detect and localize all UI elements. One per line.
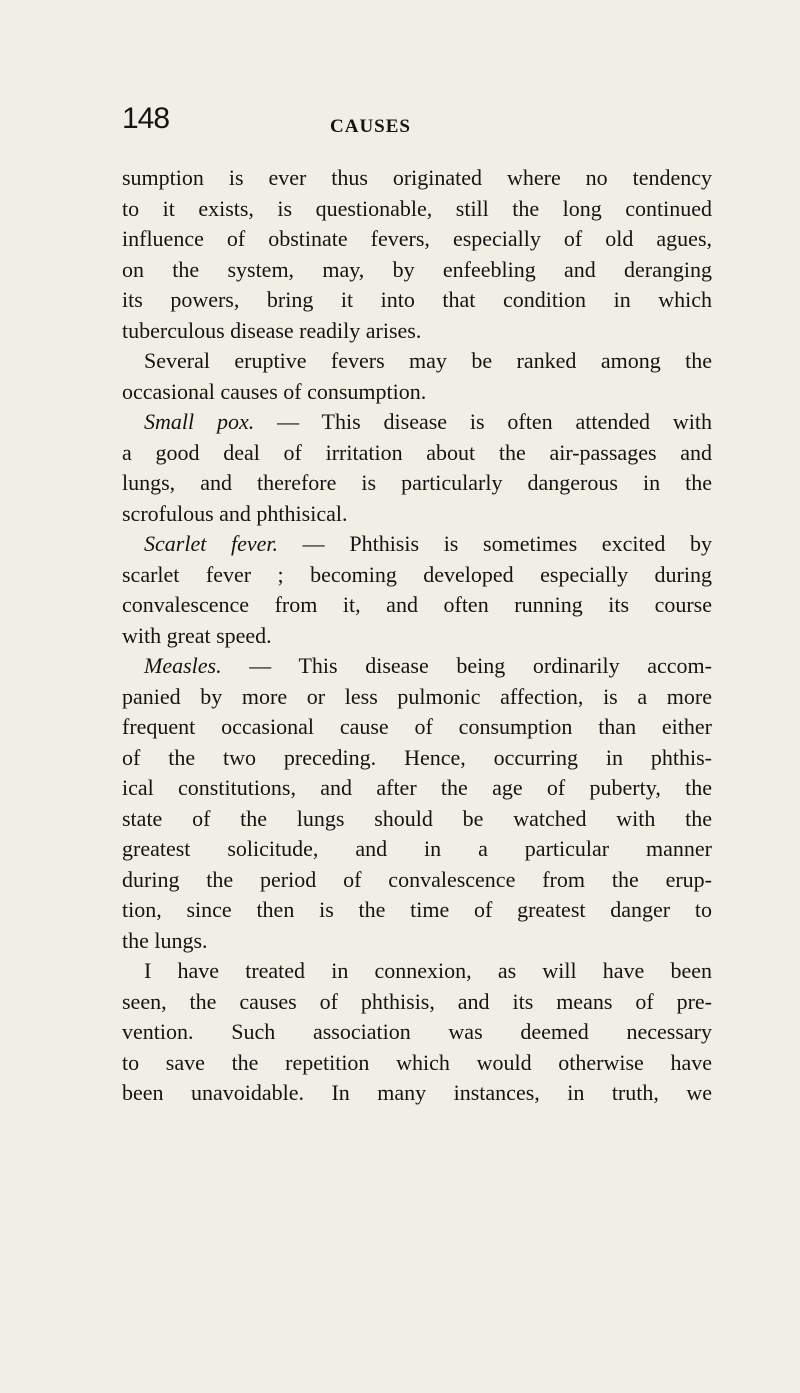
text-line bbox=[122, 926, 712, 957]
section-heading: Small pox. bbox=[144, 409, 255, 434]
text-line bbox=[122, 163, 712, 194]
text-line bbox=[122, 682, 712, 713]
line-text: I have treated in connexion, as will have been bbox=[144, 958, 712, 983]
line-text: state of the lungs should be watched with the bbox=[122, 805, 712, 831]
line-text: convalescence from it, and often running its course bbox=[122, 592, 712, 617]
line-text: to save the repetition which would otherwise have bbox=[122, 1049, 712, 1075]
text-line bbox=[122, 468, 712, 499]
line-text: vention. Such association was deemed necessary bbox=[122, 1019, 712, 1044]
text-line bbox=[122, 438, 712, 469]
line-text: frequent occasional cause of consumption than either bbox=[122, 714, 712, 739]
text-line bbox=[122, 377, 712, 408]
text-line bbox=[122, 621, 712, 652]
text-line bbox=[122, 407, 712, 438]
section-heading: Measles. bbox=[144, 653, 222, 678]
line-text: on the system, may, by enfeebling and deranging bbox=[122, 256, 712, 282]
line-text: Several eruptive fevers may be ranked among the bbox=[144, 348, 712, 373]
line-text: ical constitutions, and after the age of puberty, the bbox=[122, 775, 712, 800]
text-line bbox=[122, 1078, 712, 1109]
line-text: tuberculous disease readily arises. bbox=[122, 317, 422, 343]
section-heading: Scarlet fever. bbox=[144, 531, 279, 556]
line-text: to it exists, is questionable, still the long continued bbox=[122, 195, 712, 221]
text-line bbox=[122, 560, 712, 591]
page-header bbox=[122, 101, 712, 141]
text-line bbox=[122, 956, 712, 987]
line-text: its powers, bring it into that condition in which bbox=[122, 287, 712, 312]
line-text: the lungs. bbox=[122, 927, 208, 953]
body-text bbox=[122, 163, 712, 1109]
text-line bbox=[122, 499, 712, 530]
text-line bbox=[122, 987, 712, 1018]
line-text: a good deal of irritation about the air-passages and bbox=[122, 439, 712, 465]
line-text: seen, the causes of phthisis, and its means of pre- bbox=[122, 988, 712, 1014]
line-text: influence of obstinate fevers, especially of old agues, bbox=[122, 226, 712, 251]
line-text: sumption is ever thus originated where no tendency bbox=[122, 165, 712, 190]
text-line bbox=[122, 1017, 712, 1048]
text-line bbox=[122, 651, 712, 682]
text-line bbox=[122, 285, 712, 316]
text-line bbox=[122, 316, 712, 347]
text-line bbox=[122, 346, 712, 377]
text-line bbox=[122, 1048, 712, 1079]
line-text: — This disease being ordinarily accom- bbox=[221, 653, 712, 678]
line-text: panied by more or less pulmonic affection, is a more bbox=[122, 683, 712, 709]
line-text: during the period of convalescence from the erup- bbox=[122, 866, 712, 892]
line-text: lungs, and therefore is particularly dangerous in the bbox=[122, 470, 712, 495]
line-text: — Phthisis is sometimes excited by bbox=[278, 531, 712, 556]
line-text: tion, since then is the time of greatest danger to bbox=[122, 897, 712, 922]
line-text: greatest solicitude, and in a particular manner bbox=[122, 836, 712, 861]
text-line bbox=[122, 743, 712, 774]
page-number: 148 bbox=[122, 102, 170, 135]
line-text: scarlet fever ; becoming developed especially during bbox=[122, 561, 712, 587]
text-line bbox=[122, 224, 712, 255]
running-head: CAUSES bbox=[330, 116, 411, 137]
text-line bbox=[122, 834, 712, 865]
line-text: — This disease is often attended with bbox=[254, 409, 712, 434]
text-line bbox=[122, 529, 712, 560]
text-line bbox=[122, 865, 712, 896]
text-line bbox=[122, 804, 712, 835]
text-line bbox=[122, 590, 712, 621]
line-text: of the two preceding. Hence, occurring in phthis- bbox=[122, 744, 712, 770]
text-line bbox=[122, 773, 712, 804]
line-text: scrofulous and phthisical. bbox=[122, 500, 348, 526]
line-text: occasional causes of consumption. bbox=[122, 378, 427, 404]
text-line bbox=[122, 895, 712, 926]
text-line bbox=[122, 194, 712, 225]
line-text: been unavoidable. In many instances, in truth, we bbox=[122, 1080, 712, 1105]
text-line bbox=[122, 255, 712, 286]
text-line bbox=[122, 712, 712, 743]
line-text: with great speed. bbox=[122, 622, 272, 648]
